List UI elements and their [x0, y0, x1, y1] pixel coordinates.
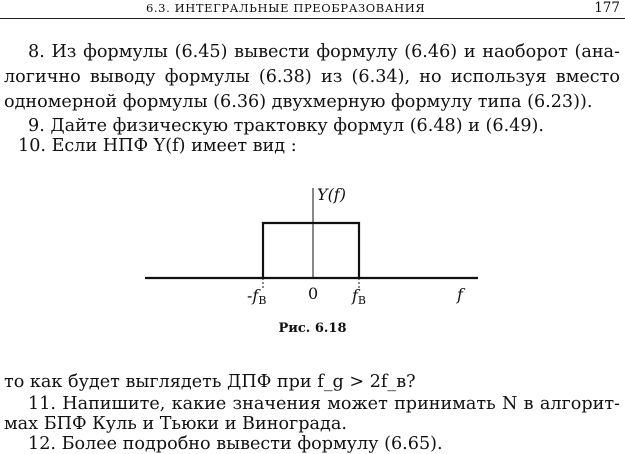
exercise-10: 10. Если НПФ Y(f) имеет вид :: [18, 136, 297, 156]
exercise-9: 9. Дайте физическую трактовку формул (6.48) и (6.49).: [28, 116, 545, 136]
exercise-8-line-2: логично выводу формулы (6.38) из (6.34), но используя вместо: [4, 67, 620, 87]
f-axis-label: f: [457, 285, 463, 304]
exercise-12: 12. Более подробно вывести формулу (6.65).: [28, 434, 443, 454]
neg-fb-label: -fB: [247, 286, 267, 307]
exercise-11-line-1: 11. Напишите, какие значения может принимать N в алгорит-: [28, 394, 620, 414]
figure-caption: Рис. 6.18: [278, 321, 347, 336]
exercise-8-line-3: одномерной формулы (6.36) двухмерную формулу типа (6.23)).: [4, 92, 593, 112]
rect-pulse: [263, 223, 359, 278]
exercise-8-line-1: 8. Из формулы (6.45) вывести формулу (6.46) и наоборот (ана-: [28, 42, 620, 62]
question-after-figure: то как будет выглядеть ДПФ при f_g > 2f_в?: [4, 372, 416, 392]
y-axis-label: Y(f): [317, 185, 346, 204]
zero-label: 0: [308, 284, 319, 303]
exercise-11-line-2: мах БПФ Куль и Тьюки и Винограда.: [4, 414, 347, 434]
page-number: 177: [594, 0, 620, 16]
running-head: 6.3. ИНТЕГРАЛЬНЫЕ ПРЕОБРАЗОВАНИЯ: [146, 1, 426, 15]
pos-fb-label: fB: [352, 286, 367, 307]
